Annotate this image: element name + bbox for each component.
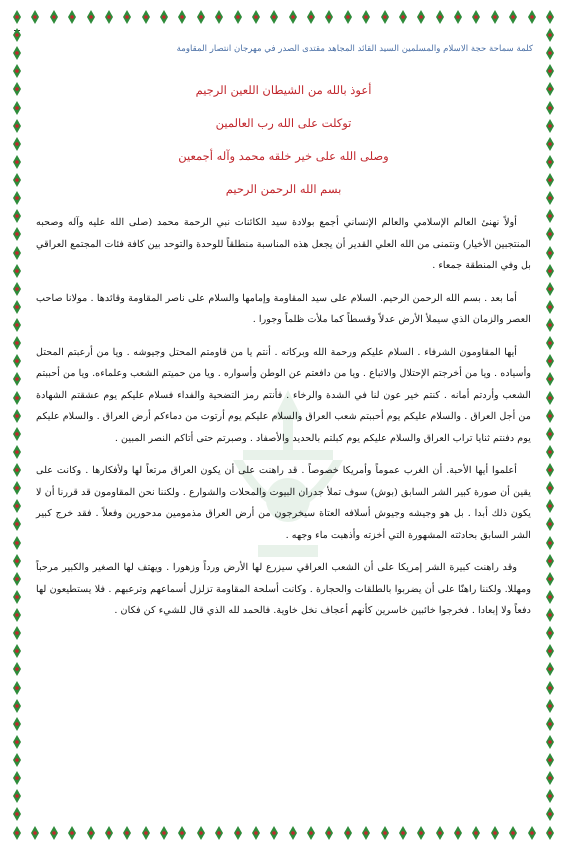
ornamental-border-tile-icon bbox=[8, 624, 26, 642]
ornamental-border-tile-icon bbox=[504, 8, 522, 26]
ornamental-border-tile-icon bbox=[541, 44, 559, 62]
ornamental-border-tile-icon bbox=[8, 697, 26, 715]
ornamental-border-tile-icon bbox=[8, 80, 26, 98]
ornamental-border-tile-icon bbox=[541, 334, 559, 352]
ornamental-border-tile-icon bbox=[449, 8, 467, 26]
ornamental-border-tile-icon bbox=[541, 407, 559, 425]
ornamental-border-tile-icon bbox=[8, 135, 26, 153]
ornamental-border-tile-icon bbox=[26, 824, 44, 842]
ornamental-border-tile-icon bbox=[63, 824, 81, 842]
page-header-caption: كلمة سماحة حجة الاسلام والمسلمين السيد القائد المجاهد مقتدى الصدر في مهرجان انتصار المقاومة bbox=[176, 44, 533, 54]
ornamental-border-tile-icon bbox=[173, 8, 191, 26]
ornamental-border-tile-icon bbox=[8, 207, 26, 225]
ornamental-border-tile-icon bbox=[541, 588, 559, 606]
ornamental-border-tile-icon bbox=[541, 189, 559, 207]
ornamental-border-tile-icon bbox=[486, 8, 504, 26]
ornamental-border-tile-icon bbox=[100, 824, 118, 842]
ornamental-border-tile-icon bbox=[541, 370, 559, 388]
ornamental-border-tile-icon bbox=[8, 552, 26, 570]
ornamental-border-tile-icon bbox=[541, 171, 559, 189]
ornamental-border-tile-icon bbox=[541, 751, 559, 769]
ornamental-border-tile-icon bbox=[45, 8, 63, 26]
ornamental-border-tile-icon bbox=[192, 824, 210, 842]
ornamental-border-tile-icon bbox=[541, 62, 559, 80]
ornamental-border-tile-icon bbox=[302, 824, 320, 842]
ornamental-border-tile-icon bbox=[541, 389, 559, 407]
ornamental-border-tile-icon bbox=[8, 389, 26, 407]
ornamental-border-tile-icon bbox=[8, 679, 26, 697]
ornamental-border-tile-icon bbox=[541, 606, 559, 624]
ornamental-border-tile-icon bbox=[265, 8, 283, 26]
ornamental-border-tile-icon bbox=[82, 8, 100, 26]
ornamental-border-tile-icon bbox=[541, 479, 559, 497]
ornamental-border-tile-icon bbox=[486, 824, 504, 842]
ornamental-border-tile-icon bbox=[265, 824, 283, 842]
ornamental-border-tile-icon bbox=[523, 8, 541, 26]
ornamental-border-tile-icon bbox=[8, 298, 26, 316]
ornamental-border-tile-icon bbox=[541, 805, 559, 823]
ornamental-border-tile-icon bbox=[541, 153, 559, 171]
speech-body bbox=[36, 212, 531, 633]
ornamental-border-tile-icon bbox=[118, 824, 136, 842]
ornamental-border-tile-icon bbox=[541, 715, 559, 733]
ornamental-border-tile-icon bbox=[8, 280, 26, 298]
ornamental-border-tile-icon bbox=[541, 262, 559, 280]
ornamental-border-tile-icon bbox=[541, 117, 559, 135]
invocation-line: توكلت على الله رب العالمين bbox=[215, 116, 352, 130]
ornamental-border-tile-icon bbox=[541, 534, 559, 552]
ornamental-border-tile-icon bbox=[541, 552, 559, 570]
ornamental-border-tile-icon bbox=[412, 8, 430, 26]
ornamental-border-tile-icon bbox=[541, 515, 559, 533]
ornamental-border-tile-icon bbox=[247, 824, 265, 842]
ornamental-border-tile-icon bbox=[431, 8, 449, 26]
ornamental-border-tile-icon bbox=[8, 189, 26, 207]
ornamental-border-tile-icon bbox=[8, 606, 26, 624]
ornamental-border-tile-icon bbox=[8, 787, 26, 805]
paragraph: أعلموا أيها الأحبة. أن الغرب عموماً وأمريكا خصوصاً . قد راهنت على أن يكون العراق مرتعاً لها ولأفكارها . وكانت على يقين أن صورة كبير الشر السابق (بوش) سوف تملأ جدران البيوت والمحلات والشوارع . ولكننا نحن المقاومون قد قررنا أن لا يكون ذلك أبدا . بل هو وجيشه وجيوش أسلافه العتاة سيخرجون من أرض العراق مذمومين مدحورين وفعلاً . فقد خرج كبير الشر السابق بحادثته المشهورة التي أخزته وأذهبت ماء وجهه . bbox=[36, 465, 531, 541]
ornamental-border-tile-icon bbox=[541, 660, 559, 678]
paragraph: وقد راهنت كبيرة الشر إمريكا على أن الشعب العراقي سيزرع لها الأرض ورداً وزهورا . ويهتف لها الصغير والكبير مرحباً ومهللا. ولكننا راهنّا على أن يضربوا بالطلقات والحجارة . وكانت أسلحة المقاومة تزلزل أسماعهم وترعبهم . فلا يستطيعون لها دفعاً ولا إبعادا . فخرجوا خائبين خاسرين كأنهم أعجاف نخل خاوية. فالحمد لله الذي قال للشيء كن فكان . bbox=[36, 562, 531, 616]
ornamental-border-tile-icon bbox=[100, 8, 118, 26]
ornamental-border-tile-icon bbox=[210, 824, 228, 842]
ornamental-border-tile-icon bbox=[320, 824, 338, 842]
ornamental-border-tile-icon bbox=[394, 824, 412, 842]
ornamental-border-tile-icon bbox=[541, 624, 559, 642]
ornamental-border-tile-icon bbox=[8, 117, 26, 135]
ornamental-border-tile-icon bbox=[8, 316, 26, 334]
ornamental-border-tile-icon bbox=[8, 461, 26, 479]
ornamental-border-tile-icon bbox=[8, 769, 26, 787]
ornamental-border-tile-icon bbox=[82, 824, 100, 842]
ornamental-border-tile-icon bbox=[541, 316, 559, 334]
ornamental-border-tile-icon bbox=[63, 8, 81, 26]
border-right bbox=[541, 26, 559, 824]
ornamental-border-tile-icon bbox=[541, 642, 559, 660]
ornamental-border-tile-icon bbox=[541, 461, 559, 479]
ornamental-border-tile-icon bbox=[155, 8, 173, 26]
ornamental-border-tile-icon bbox=[8, 334, 26, 352]
ornamental-border-tile-icon bbox=[541, 99, 559, 117]
invocations-block bbox=[34, 80, 533, 212]
ornamental-border-tile-icon bbox=[302, 8, 320, 26]
invocation-line: وصلى الله على خير خلقه محمد وآله أجمعين bbox=[178, 149, 389, 163]
ornamental-border-tile-icon bbox=[541, 280, 559, 298]
ornamental-border-tile-icon bbox=[541, 352, 559, 370]
ornamental-border-tile-icon bbox=[8, 44, 26, 62]
ornamental-border-tile-icon bbox=[8, 751, 26, 769]
paragraph: أيها المقاومون الشرفاء . السلام عليكم ورحمة الله وبركاته . أنتم يا من قاومتم المحتل وجيوشه . ويا من أرعبتم المحتل وأسياده . ويا من أخرجتم الإحتلال والاتباع . ويا من دافعتم عن الوطن وأسواره . ويا من حميتم الشعب وعلماءه. ويا من أحببتم الشعب وأردتم أمانه . كنتم خير عون لنا في الشدة والرخاء . فأنتم رمز التضحية والفداء فسلام عليكم يوم عشقتم الشهادة من أجل العراق . والسلام عليكم يوم أحببتم شعب العراق والسلام عليكم يوم أرتوت من دماءكم أرض العراق . والسلام عليكم يوم دفنتم ثنايا تراب العراق والسلام عليكم يوم كبلتم بالحديد والأصفاد . وصبرتم حتى أتاكم النصر المبين . bbox=[36, 346, 531, 444]
ornamental-border-tile-icon bbox=[8, 588, 26, 606]
ornamental-border-tile-icon bbox=[376, 8, 394, 26]
ornamental-border-tile-icon bbox=[376, 824, 394, 842]
ornamental-border-tile-icon bbox=[247, 8, 265, 26]
ornamental-border-tile-icon bbox=[8, 153, 26, 171]
ornamental-border-tile-icon bbox=[541, 443, 559, 461]
ornamental-border-tile-icon bbox=[8, 370, 26, 388]
ornamental-border-tile-icon bbox=[26, 8, 44, 26]
paragraph: أما بعد . بسم الله الرحمن الرحيم. السلام على سيد المقاومة وإمامها والسلام على ناصر المقاومة وقائدها . مولانا صاحب العصر والزمان الذي سيملأ الأرض عدلاً وقسطاً كما ملأت ظلماً وجورا . bbox=[36, 292, 531, 325]
ornamental-border-tile-icon bbox=[541, 787, 559, 805]
ornamental-border-tile-icon bbox=[8, 515, 26, 533]
ornamental-border-tile-icon bbox=[229, 8, 247, 26]
ornamental-border-tile-icon bbox=[8, 443, 26, 461]
ornamental-border-tile-icon bbox=[541, 733, 559, 751]
ornamental-border-tile-icon bbox=[541, 244, 559, 262]
ornamental-border-tile-icon bbox=[45, 824, 63, 842]
ornamental-border-tile-icon bbox=[8, 715, 26, 733]
ornamental-border-tile-icon bbox=[449, 824, 467, 842]
ornamental-border-tile-icon bbox=[504, 824, 522, 842]
ornamental-border-tile-icon bbox=[8, 171, 26, 189]
ornamental-border-tile-icon bbox=[467, 824, 485, 842]
ornamental-border-tile-icon bbox=[8, 62, 26, 80]
ornamental-border-tile-icon bbox=[8, 497, 26, 515]
ornamental-border-tile-icon bbox=[8, 352, 26, 370]
ornamental-border-tile-icon bbox=[8, 733, 26, 751]
ornamental-border-tile-icon bbox=[8, 407, 26, 425]
ornamental-border-tile-icon bbox=[8, 8, 26, 26]
ornamental-border-tile-icon bbox=[541, 679, 559, 697]
ornamental-border-tile-icon bbox=[320, 8, 338, 26]
border-bottom bbox=[8, 824, 559, 842]
ornamental-border-tile-icon bbox=[431, 824, 449, 842]
ornamental-border-tile-icon bbox=[541, 207, 559, 225]
ornamental-border-tile-icon bbox=[541, 769, 559, 787]
ornamental-border-tile-icon bbox=[394, 8, 412, 26]
ornamental-border-tile-icon bbox=[357, 824, 375, 842]
ornamental-border-tile-icon bbox=[8, 425, 26, 443]
ornamental-border-tile-icon bbox=[541, 135, 559, 153]
ornamental-border-tile-icon bbox=[8, 534, 26, 552]
ornamental-border-tile-icon bbox=[541, 824, 559, 842]
ornamental-border-tile-icon bbox=[137, 824, 155, 842]
ornamental-border-tile-icon bbox=[541, 570, 559, 588]
ornamental-border-tile-icon bbox=[541, 497, 559, 515]
ornamental-border-tile-icon bbox=[467, 8, 485, 26]
ornamental-border-tile-icon bbox=[8, 642, 26, 660]
ornamental-border-tile-icon bbox=[192, 8, 210, 26]
ornamental-border-tile-icon bbox=[541, 298, 559, 316]
paragraph: أولاً نهنئ العالم الإسلامي والعالم الإنساني أجمع بولادة سيد الكائنات نبي الرحمة محمد (صلى الله عليه وآله وصحبه المنتجبين الأخيار) ونتمنى من الله العلي القدير أن يجعل هذه المناسبة منطلقاً للوحدة والتوحد بين كافة فئات المجتمع العراقي بل وفي المنطقة جمعاء . bbox=[36, 217, 531, 271]
ornamental-border-tile-icon bbox=[8, 660, 26, 678]
ornamental-border-tile-icon bbox=[541, 26, 559, 44]
ornamental-border-tile-icon bbox=[8, 479, 26, 497]
ornamental-border-tile-icon bbox=[173, 824, 191, 842]
ornamental-border-tile-icon bbox=[8, 244, 26, 262]
ornamental-border-tile-icon bbox=[229, 824, 247, 842]
ornamental-border-tile-icon bbox=[357, 8, 375, 26]
ornamental-border-tile-icon bbox=[339, 824, 357, 842]
ornamental-border-tile-icon bbox=[155, 824, 173, 842]
ornamental-border-tile-icon bbox=[8, 225, 26, 243]
border-left bbox=[8, 26, 26, 824]
ornamental-border-tile-icon bbox=[118, 8, 136, 26]
ornamental-border-tile-icon bbox=[541, 697, 559, 715]
border-top bbox=[8, 8, 559, 26]
ornamental-border-tile-icon bbox=[541, 425, 559, 443]
ornamental-border-tile-icon bbox=[8, 26, 26, 44]
ornamental-border-tile-icon bbox=[412, 824, 430, 842]
ornamental-border-tile-icon bbox=[541, 225, 559, 243]
ornamental-border-tile-icon bbox=[541, 80, 559, 98]
ornamental-border-tile-icon bbox=[284, 8, 302, 26]
ornamental-border-tile-icon bbox=[8, 824, 26, 842]
invocation-line: أعوذ بالله من الشيطان اللعين الرجيم bbox=[195, 83, 372, 97]
ornamental-border-tile-icon bbox=[541, 8, 559, 26]
ornamental-border-tile-icon bbox=[210, 8, 228, 26]
invocation-line: بسم الله الرحمن الرحيم bbox=[225, 182, 342, 196]
ornamental-border-tile-icon bbox=[523, 824, 541, 842]
ornamental-border-tile-icon bbox=[8, 99, 26, 117]
ornamental-border-tile-icon bbox=[339, 8, 357, 26]
ornamental-border-tile-icon bbox=[8, 570, 26, 588]
ornamental-border-tile-icon bbox=[8, 262, 26, 280]
ornamental-border-tile-icon bbox=[8, 805, 26, 823]
ornamental-border-tile-icon bbox=[137, 8, 155, 26]
ornamental-border-tile-icon bbox=[284, 824, 302, 842]
